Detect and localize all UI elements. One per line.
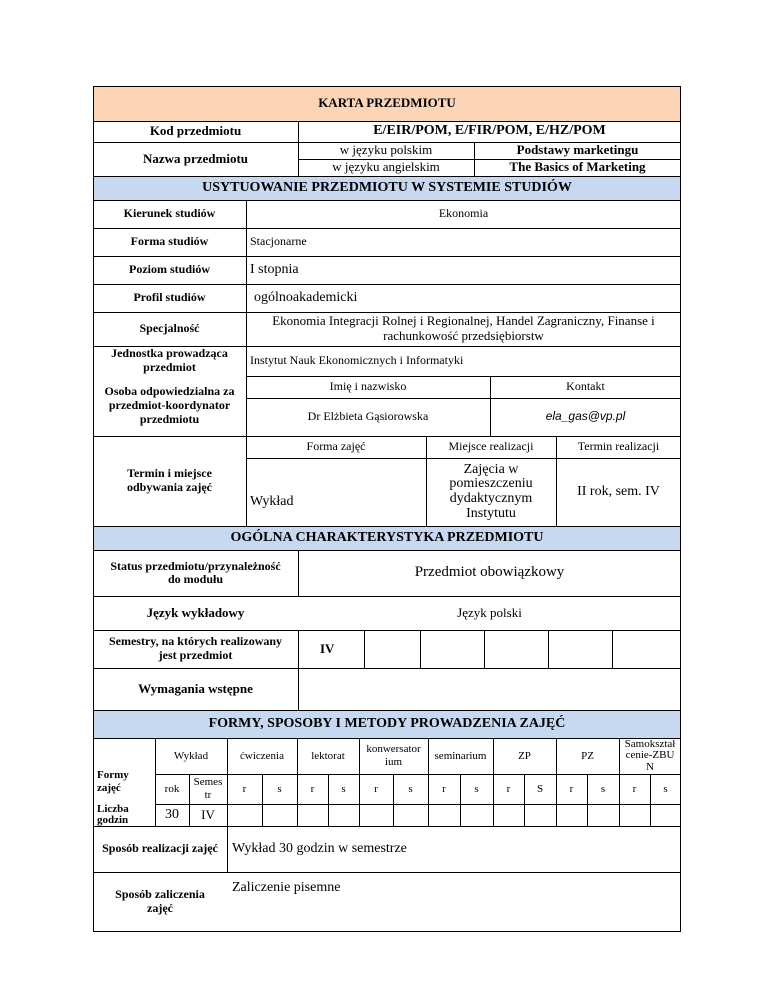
jezyk-label: Język wykładowy bbox=[146, 604, 245, 620]
poziom-label: Poziom studiów bbox=[129, 262, 210, 277]
specjalnosc-line2: rachunkowość przedsiębiorstw bbox=[383, 328, 544, 343]
status-label: Status przedmiotu/przynależność do modułu bbox=[110, 558, 281, 586]
section1-title: USYTUOWANIE PRZEDMIOTU W SYSTEMIE STUDIÓW bbox=[202, 179, 572, 195]
osoba-name-header: Imię i nazwisko bbox=[329, 379, 407, 394]
sub-rok: rok bbox=[164, 782, 180, 795]
nazwa-pl-label: w języku polskim bbox=[339, 142, 433, 158]
kod-label: Kod przedmiotu bbox=[149, 123, 242, 139]
sub-s: s bbox=[341, 782, 346, 795]
group-wyklad: Wykład bbox=[173, 749, 209, 762]
zaliczenie-value: Zaliczenie pisemne bbox=[232, 880, 341, 896]
jednostka-label: Jednostka prowadząca przedmiot bbox=[111, 346, 228, 374]
kierunek-value: Ekonomia bbox=[438, 206, 489, 221]
section3-title: FORMY, SPOSOBY I METODY PROWADZENIA ZAJĘĆ bbox=[208, 715, 566, 731]
group-samoksztalcenie: Samokształcenie-ZBUN bbox=[624, 737, 676, 773]
wymagania-label: Wymagania wstępne bbox=[138, 680, 253, 696]
poziom-value: I stopnia bbox=[250, 261, 299, 277]
group-pz: PZ bbox=[581, 749, 594, 762]
termin-label: Termin i miejsce odbywania zajęć bbox=[127, 466, 212, 494]
termin-forma-header: Forma zajęć bbox=[306, 439, 366, 454]
sub-r: r bbox=[242, 782, 247, 795]
sub-s: s bbox=[408, 782, 413, 795]
termin-miejsce-value: Zajęcia w pomieszczeniu dydaktycznym Instytutu bbox=[449, 461, 533, 521]
sub-s: S bbox=[536, 782, 544, 795]
sub-s: s bbox=[600, 782, 606, 795]
specjalnosc-value bbox=[246, 312, 681, 346]
jezyk-value: Język polski bbox=[457, 604, 522, 620]
sub-r: r bbox=[632, 782, 637, 795]
termin-termin-header: Termin realizacji bbox=[577, 439, 660, 454]
formy-row-label: Formy zajęć bbox=[97, 769, 129, 794]
nazwa-en-value: The Basics of Marketing bbox=[509, 159, 646, 175]
group-cwiczenia: ćwiczenia bbox=[240, 749, 284, 762]
sub-r: r bbox=[569, 782, 574, 795]
status-value: Przedmiot obowiązkowy bbox=[414, 564, 565, 581]
sub-r: r bbox=[374, 782, 378, 795]
sub-s: s bbox=[474, 782, 479, 795]
wymagania-value bbox=[298, 668, 681, 710]
specjalnosc-label: Specjalność bbox=[139, 321, 200, 336]
kierunek-label: Kierunek studiów bbox=[123, 206, 216, 221]
osoba-contact-email[interactable]: ela_gas@vp.pl bbox=[545, 409, 626, 424]
section2-title: OGÓLNA CHARAKTERYSTYKA PRZEDMIOTU bbox=[230, 529, 544, 545]
nazwa-label: Nazwa przedmiotu bbox=[142, 150, 249, 166]
osoba-name: Dr Elżbieta Gąsiorowska bbox=[307, 409, 429, 424]
kod-value: E/EIR/POM, E/FIR/POM, E/HZ/POM bbox=[373, 123, 606, 139]
jednostka-value: Instytut Nauk Ekonomicznych i Informatyki bbox=[250, 353, 464, 368]
termin-termin-value: II rok, sem. IV bbox=[577, 483, 660, 499]
sub-r: r bbox=[506, 782, 511, 795]
profil-label: Profil studiów bbox=[133, 290, 206, 305]
osoba-label: Osoba odpowiedzialna za przedmiot-koordynator przedmiotu bbox=[104, 384, 235, 426]
realizacja-value: Wykład 30 godzin w semestrze bbox=[232, 840, 407, 856]
semestry-label: Semestry, na których realizowany jest przedmiot bbox=[108, 634, 283, 662]
sub-r: r bbox=[442, 782, 446, 795]
formy-hours-label: Liczba godzin bbox=[97, 803, 129, 826]
termin-forma-value: Wykład bbox=[250, 493, 294, 509]
card-title: KARTA PRZEDMIOTU bbox=[318, 95, 456, 111]
group-zp: ZP bbox=[518, 749, 531, 762]
hours-rok: 30 bbox=[165, 806, 179, 822]
nazwa-pl-value: Podstawy marketingu bbox=[516, 142, 639, 158]
zaliczenie-label: Sposób zaliczenia zajęć bbox=[115, 886, 205, 915]
sub-s: s bbox=[663, 782, 668, 795]
nazwa-en-label: w języku angielskim bbox=[332, 159, 440, 175]
hours-semestr: IV bbox=[201, 806, 215, 822]
termin-miejsce-header: Miejsce realizacji bbox=[448, 439, 534, 454]
sub-r: r bbox=[310, 782, 315, 795]
group-konwersatorium: konwersatorium bbox=[366, 743, 421, 768]
sub-semestr: Semestr bbox=[193, 776, 223, 801]
osoba-contact-header: Kontakt bbox=[566, 379, 605, 394]
semestry-value: IV bbox=[320, 640, 335, 656]
sub-s: s bbox=[277, 782, 282, 795]
forma-value: Stacjonarne bbox=[250, 234, 307, 249]
group-lektorat: lektorat bbox=[311, 749, 345, 762]
profil-value: ogólnoakademicki bbox=[254, 289, 358, 305]
group-seminarium: seminarium bbox=[434, 749, 487, 762]
forma-label: Forma studiów bbox=[130, 234, 209, 249]
realizacja-label: Sposób realizacji zajęć bbox=[102, 841, 218, 856]
specjalnosc-line1: Ekonomia Integracji Rolnej i Regionalnej, Handel Zagraniczny, Finanse i bbox=[272, 313, 655, 329]
